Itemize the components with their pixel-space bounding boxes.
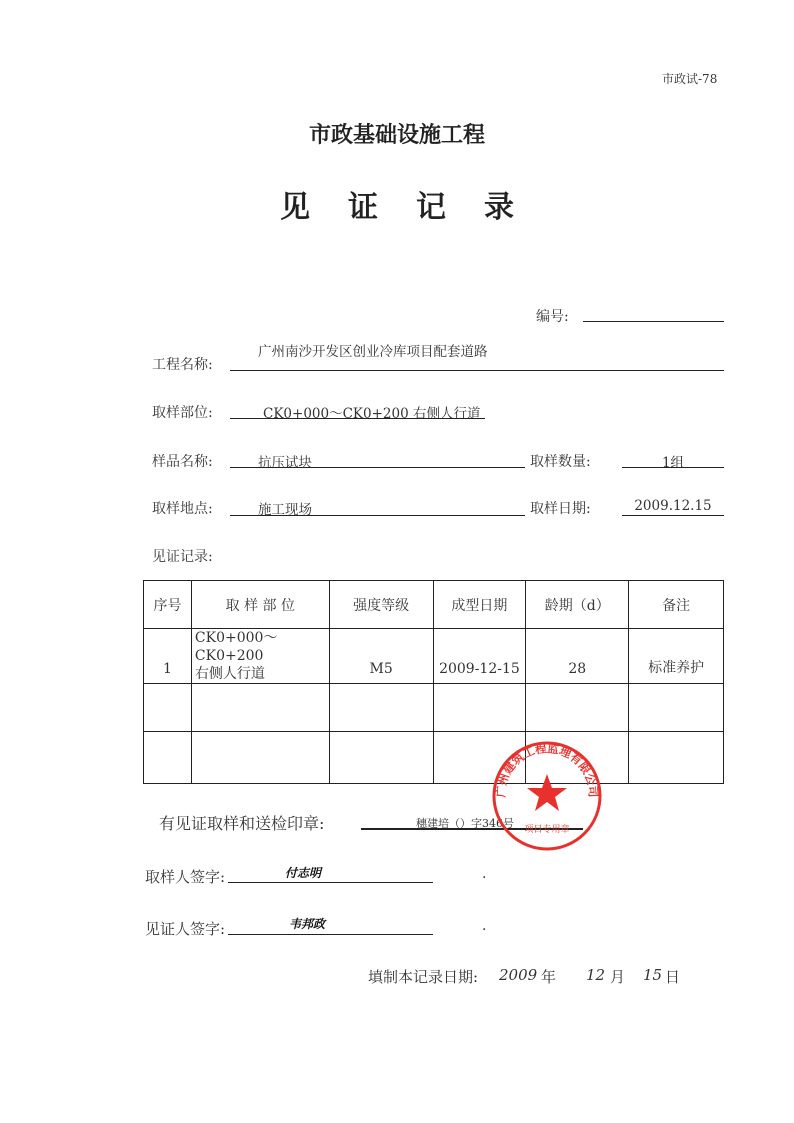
cell-note: 标准养护 bbox=[629, 629, 724, 684]
form-code: 市政试-78 bbox=[662, 72, 718, 86]
sampler-signature: 付志明 bbox=[285, 866, 322, 880]
sample-name-label: 样品名称: bbox=[152, 454, 213, 470]
cell-date: 2009-12-15 bbox=[433, 629, 526, 684]
cell-age bbox=[526, 684, 629, 732]
red-seal-stamp bbox=[491, 740, 603, 852]
sample-quantity-line bbox=[622, 467, 724, 468]
sampling-part-line bbox=[230, 418, 485, 419]
fill-date-year-unit: 年 bbox=[541, 968, 557, 986]
sample-quantity-label: 取样数量: bbox=[530, 454, 591, 470]
header-note: 备注 bbox=[629, 581, 724, 629]
cell-no bbox=[144, 684, 192, 732]
cell-grade: M5 bbox=[329, 629, 433, 684]
sample-name-value: 抗压试块 bbox=[258, 455, 312, 471]
sample-name-line bbox=[230, 467, 525, 468]
sampling-part-label: 取样部位: bbox=[152, 405, 213, 421]
cell-date bbox=[433, 684, 526, 732]
witness-dot: . bbox=[482, 918, 487, 934]
cell-part bbox=[191, 629, 329, 684]
serial-label: 编号: bbox=[536, 309, 569, 325]
stamp-bottom-text: 项目专用章 bbox=[524, 825, 570, 835]
cell-no bbox=[144, 732, 192, 784]
sampling-date-value: 2009.12.15 bbox=[634, 498, 712, 514]
fill-date-label: 填制本记录日期: bbox=[368, 968, 479, 986]
sampling-date-line bbox=[622, 515, 724, 516]
serial-field[interactable] bbox=[583, 321, 724, 322]
header-date: 成型日期 bbox=[433, 581, 526, 629]
project-name-line bbox=[230, 370, 724, 371]
witness-signature: 韦邦政 bbox=[289, 917, 326, 931]
cell-grade bbox=[329, 732, 433, 784]
sample-quantity-value: 1组 bbox=[661, 455, 685, 471]
cell-part-line1: CK0+000～CK0+200 bbox=[194, 630, 278, 664]
header-age: 龄期（d） bbox=[526, 581, 629, 629]
sampler-label: 取样人签字: bbox=[145, 868, 226, 886]
star-icon bbox=[527, 774, 567, 811]
table-header-row bbox=[144, 581, 724, 629]
cell-note bbox=[629, 684, 724, 732]
sampling-date-label: 取样日期: bbox=[530, 501, 591, 517]
witness-label: 见证人签字: bbox=[145, 920, 226, 938]
header-part: 取 样 部 位 bbox=[191, 581, 329, 629]
project-name-value: 广州南沙开发区创业冷库项目配套道路 bbox=[258, 344, 488, 360]
fill-date-month: 12 bbox=[586, 966, 606, 984]
project-name-label: 工程名称: bbox=[152, 357, 213, 373]
witness-record-label: 见证记录: bbox=[152, 549, 213, 565]
cell-part bbox=[191, 684, 329, 732]
fill-date-year: 2009 bbox=[499, 966, 538, 984]
fill-date-day-unit: 日 bbox=[665, 968, 681, 986]
page-title: 市政基础设施工程 bbox=[308, 123, 485, 148]
witness-record-table bbox=[143, 580, 724, 784]
fill-date-day: 15 bbox=[643, 966, 663, 984]
sampling-site-line bbox=[230, 515, 525, 516]
seal-line-value: 穗建培（）字346号 bbox=[416, 817, 514, 830]
sampler-dot: . bbox=[482, 866, 487, 882]
sampler-signature-line[interactable] bbox=[228, 882, 433, 883]
fill-date-month-unit: 月 bbox=[610, 968, 626, 986]
header-grade: 强度等级 bbox=[329, 581, 433, 629]
cell-age: 28 bbox=[526, 629, 629, 684]
stamp-top-text: 广州建筑工程监理有限公司 bbox=[493, 741, 601, 798]
table-row bbox=[144, 732, 724, 784]
witness-signature-line[interactable] bbox=[228, 934, 433, 935]
cell-part-line2: 右侧人行道 bbox=[194, 666, 265, 682]
table-row bbox=[144, 629, 724, 684]
cell-note bbox=[629, 732, 724, 784]
sampling-part-value: CK0+000～CK0+200 右侧人行道 bbox=[263, 406, 481, 422]
header-no: 序号 bbox=[144, 581, 192, 629]
document-subtitle: 见证记录 bbox=[280, 190, 552, 225]
table-row bbox=[144, 684, 724, 732]
sampling-site-value: 施工现场 bbox=[258, 502, 312, 518]
cell-grade bbox=[329, 684, 433, 732]
sampling-site-label: 取样地点: bbox=[152, 501, 213, 517]
seal-line-label: 有见证取样和送检印章: bbox=[159, 814, 325, 833]
cell-part bbox=[191, 732, 329, 784]
cell-no: 1 bbox=[144, 629, 192, 684]
